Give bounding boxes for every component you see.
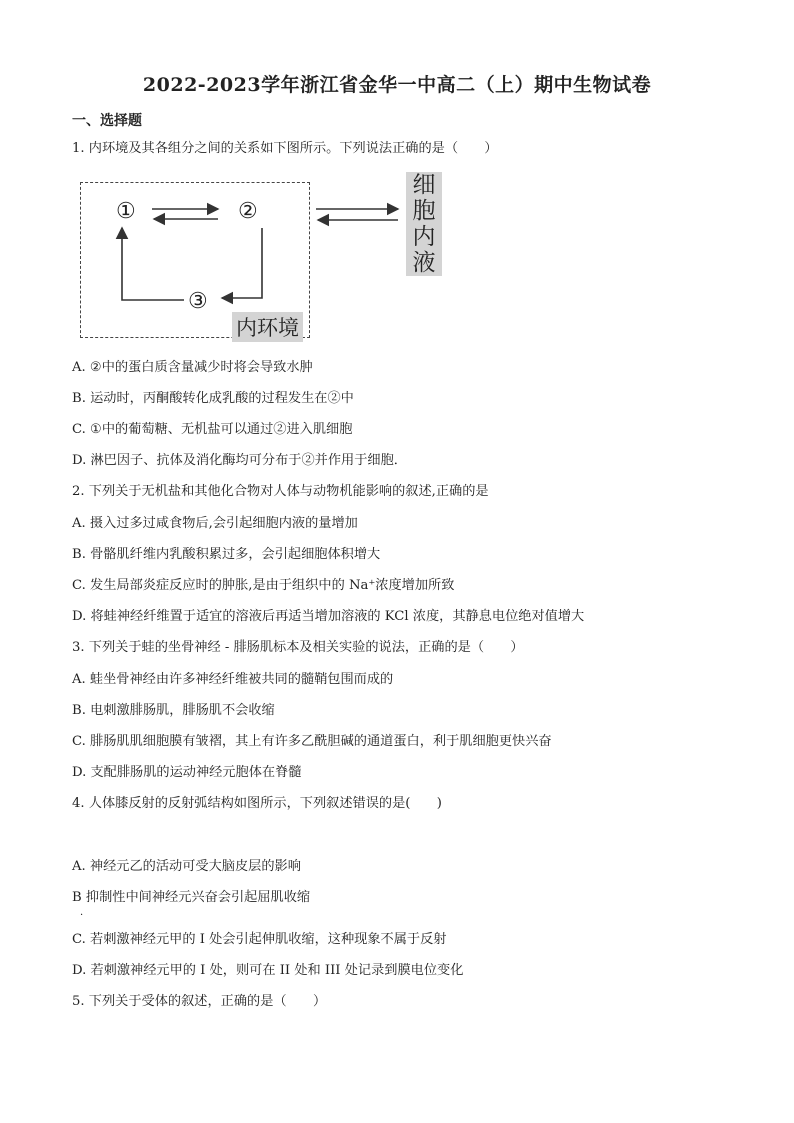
node-2: ② bbox=[238, 199, 258, 224]
cell-fluid-char: 液 bbox=[412, 250, 436, 276]
question-3-option-c: C. 腓肠肌肌细胞膜有皱褶，其上有许多乙酰胆碱的通道蛋白，利于肌细胞更快兴奋 bbox=[72, 734, 552, 749]
question-2-option-a: A. 摄入过多过咸食物后,会引起细胞内液的量增加 bbox=[72, 516, 358, 531]
question-3-option-d: D. 支配腓肠肌的运动神经元胞体在脊髓 bbox=[72, 765, 302, 780]
question-3-option-a: A. 蛙坐骨神经由许多神经纤维被共同的髓鞘包围而成的 bbox=[72, 672, 394, 687]
question-1-stem: 1. 内环境及其各组分之间的关系如下图所示。下列说法正确的是（ ） bbox=[72, 141, 498, 156]
arrow-3-to-1 bbox=[122, 228, 184, 300]
question-4-option-a: A. 神经元乙的活动可受大脑皮层的影响 bbox=[72, 859, 301, 874]
internal-environment-label: 内环境 bbox=[232, 312, 303, 342]
question-2-option-b: B. 骨骼肌纤维内乳酸积累过多，会引起细胞体积增大 bbox=[72, 547, 381, 562]
section-heading: 一、选择题 bbox=[72, 113, 142, 129]
question-4-option-b: B 抑制性中间神经元兴奋会引起屈肌收缩 bbox=[72, 890, 311, 905]
question-1-option-a: A. ②中的蛋白质含量减少时将会导致水肿 bbox=[72, 360, 313, 375]
question-5-stem: 5. 下列关于受体的叙述，正确的是（ ） bbox=[72, 994, 327, 1009]
cell-fluid-char: 胞 bbox=[412, 198, 436, 224]
question-1-option-d: D. 淋巴因子、抗体及消化酶均可分布于②并作用于细胞． bbox=[72, 453, 407, 468]
question-4-stem: 4. 人体膝反射的反射弧结构如图所示，下列叙述错误的是( ) bbox=[72, 796, 442, 811]
cell-fluid-char: 内 bbox=[412, 224, 436, 250]
page-title: 2022-2023学年浙江省金华一中高二（上）期中生物试卷 bbox=[142, 74, 652, 96]
intracellular-fluid-label bbox=[406, 172, 442, 276]
stray-dot: · bbox=[80, 910, 84, 921]
question-2-option-d: D. 将蛙神经纤维置于适宜的溶液后再适当增加溶液的 KCl 浓度，其静息电位绝对值增大 bbox=[72, 609, 585, 624]
question-4-option-c: C. 若刺激神经元甲的 I 处会引起伸肌收缩，这种现象不属于反射 bbox=[72, 932, 447, 947]
question-3-stem: 3. 下列关于蛙的坐骨神经 - 腓肠肌标本及相关实验的说法，正确的是（ ） bbox=[72, 640, 524, 655]
question-1-option-c: C. ①中的葡萄糖、无机盐可以通过②进入肌细胞 bbox=[72, 422, 353, 437]
node-1: ① bbox=[116, 199, 136, 224]
node-3: ③ bbox=[188, 289, 208, 314]
question-2-option-c: C. 发生局部炎症反应时的肿胀,是由于组织中的 Na⁺浓度增加所致 bbox=[72, 578, 455, 593]
cell-fluid-char: 细 bbox=[412, 172, 436, 198]
question-2-stem: 2. 下列关于无机盐和其他化合物对人体与动物机能影响的叙述,正确的是 bbox=[72, 484, 489, 499]
question-1-option-b: B. 运动时，丙酮酸转化成乳酸的过程发生在②中 bbox=[72, 391, 354, 406]
question-3-option-b: B. 电刺激腓肠肌，腓肠肌不会收缩 bbox=[72, 703, 275, 718]
question-4-option-d: D. 若刺激神经元甲的 I 处，则可在 II 处和 III 处记录到膜电位变化 bbox=[72, 963, 464, 978]
internal-environment-diagram bbox=[72, 170, 452, 350]
arrow-2-to-3 bbox=[222, 228, 262, 298]
